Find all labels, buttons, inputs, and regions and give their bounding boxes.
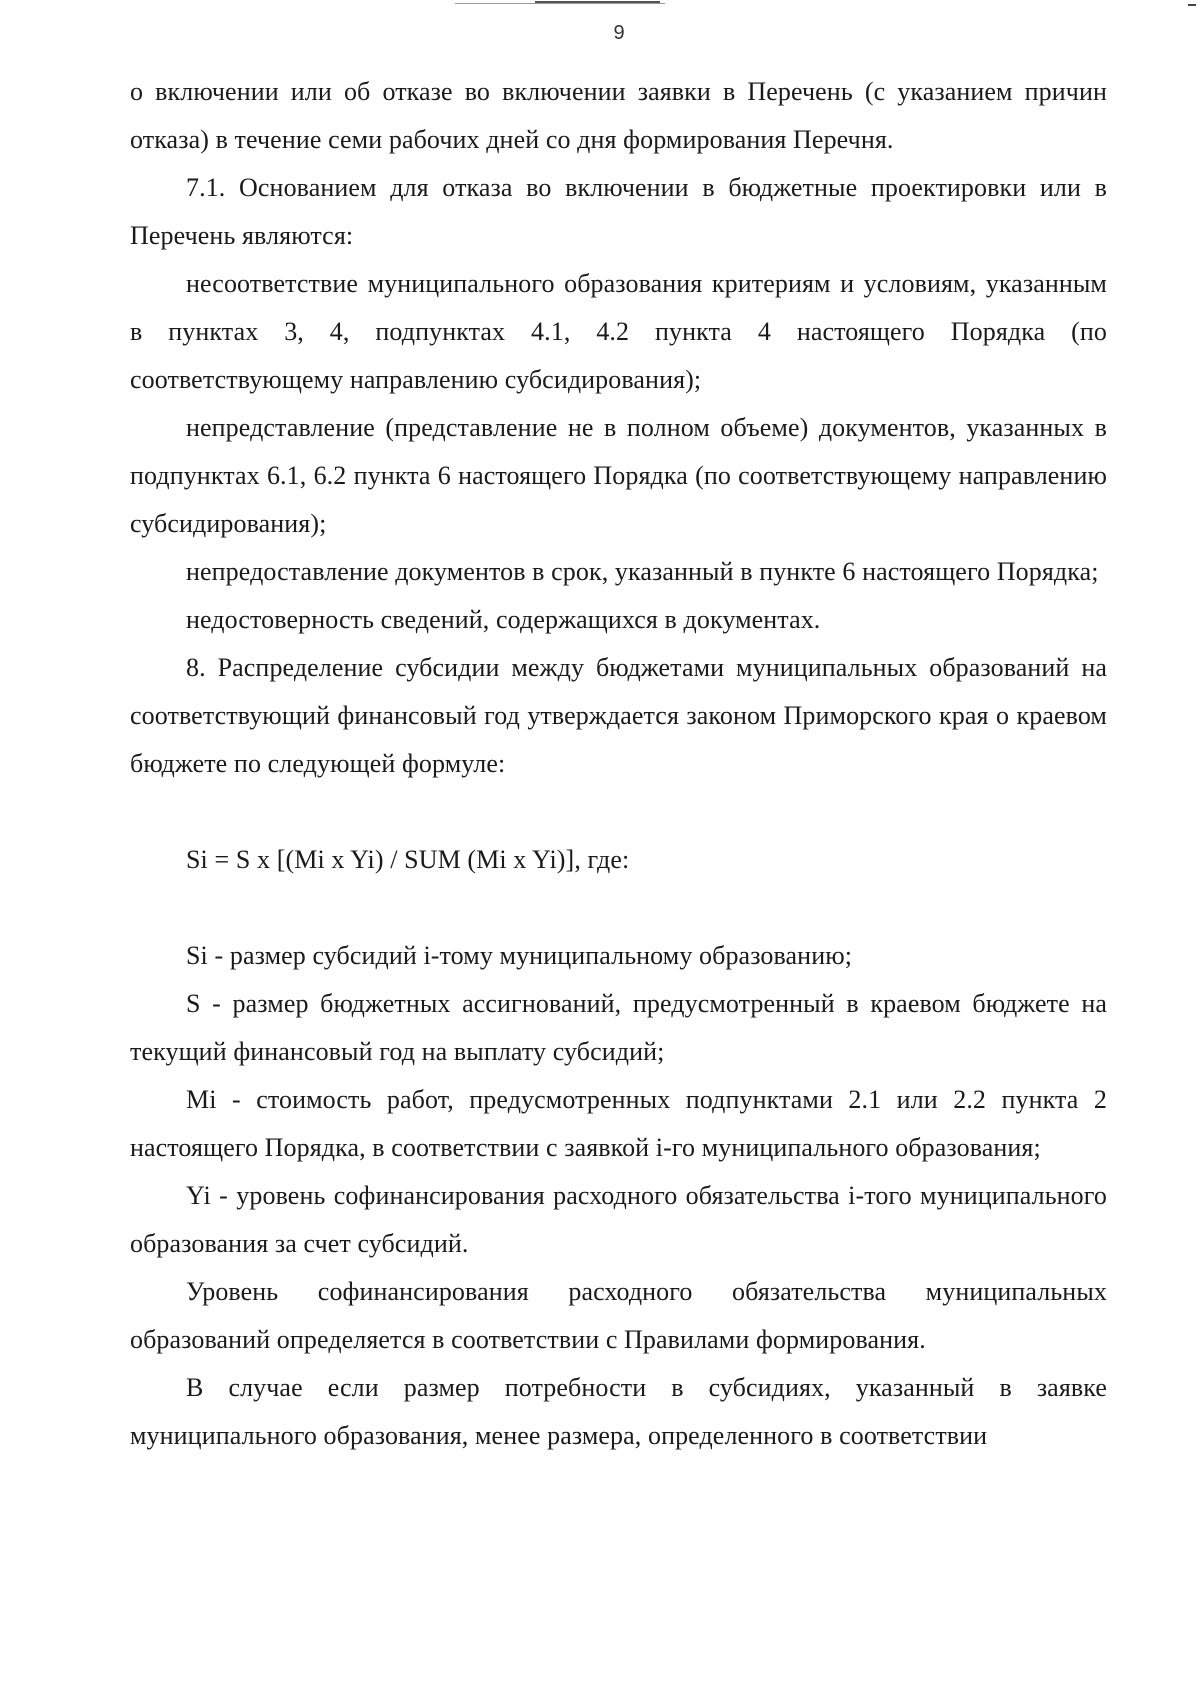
top-rule bbox=[455, 3, 665, 4]
document-body bbox=[130, 68, 1107, 1460]
paragraph-criteria-mismatch: несоответствие муниципального образования критериям и условиям, указанным в пунктах 3, 4, подпунктах 4.1, 4.2 пункта 4 настоящего Порядка (по соответствующему направлению субсидирования); bbox=[130, 269, 1107, 394]
paragraph-8: 8. Распределение субсидии между бюджетами муниципальных образований на соответствующий финансовый год утверждается законом Приморского края о краевом бюджете по следующей формуле: bbox=[130, 653, 1107, 778]
definition-mi: Mi - стоимость работ, предусмотренных подпунктами 2.1 или 2.2 пункта 2 настоящего Порядка, в соответствии с заявкой i-го муниципального образования; bbox=[130, 1085, 1107, 1162]
formula: Si = S x [(Mi x Yi) / SUM (Mi x Yi)], где: bbox=[186, 845, 630, 874]
paragraph-case: В случае если размер потребности в субсидиях, указанный в заявке муниципального образования, менее размера, определенного в соответствии bbox=[130, 1373, 1107, 1450]
page-number: 9 bbox=[613, 22, 625, 44]
edge-mark bbox=[1188, 4, 1196, 6]
paragraph-7-1: 7.1. Основанием для отказа во включении в бюджетные проектировки или в Перечень являются: bbox=[130, 173, 1107, 250]
top-rule-accent bbox=[535, 1, 660, 3]
paragraph-unreliable-info: недостоверность сведений, содержащихся в документах. bbox=[186, 605, 821, 634]
definition-si: Si - размер субсидий i-тому муниципальному образованию; bbox=[186, 941, 853, 970]
paragraph-continuation: о включении или об отказе во включении заявки в Перечень (с указанием причин отказа) в течение семи рабочих дней со дня формирования Перечня. bbox=[130, 77, 1107, 154]
paragraph-deadline: непредоставление документов в срок, указанный в пункте 6 настоящего Порядка; bbox=[186, 557, 1099, 586]
definition-s: S - размер бюджетных ассигнований, предусмотренный в краевом бюджете на текущий финансовый год на выплату субсидий; bbox=[130, 989, 1107, 1066]
paragraph-cofinancing-level: Уровень софинансирования расходного обязательства муниципальных образований определяется в соответствии с Правилами формирования. bbox=[130, 1277, 1107, 1354]
paragraph-documents-missing: непредставление (представление не в полном объеме) документов, указанных в подпунктах 6.1, 6.2 пункта 6 настоящего Порядка (по соответствующему направлению субсидирования); bbox=[130, 413, 1107, 538]
definition-yi: Yi - уровень софинансирования расходного обязательства i-того муниципального образования за счет субсидий. bbox=[130, 1181, 1107, 1258]
